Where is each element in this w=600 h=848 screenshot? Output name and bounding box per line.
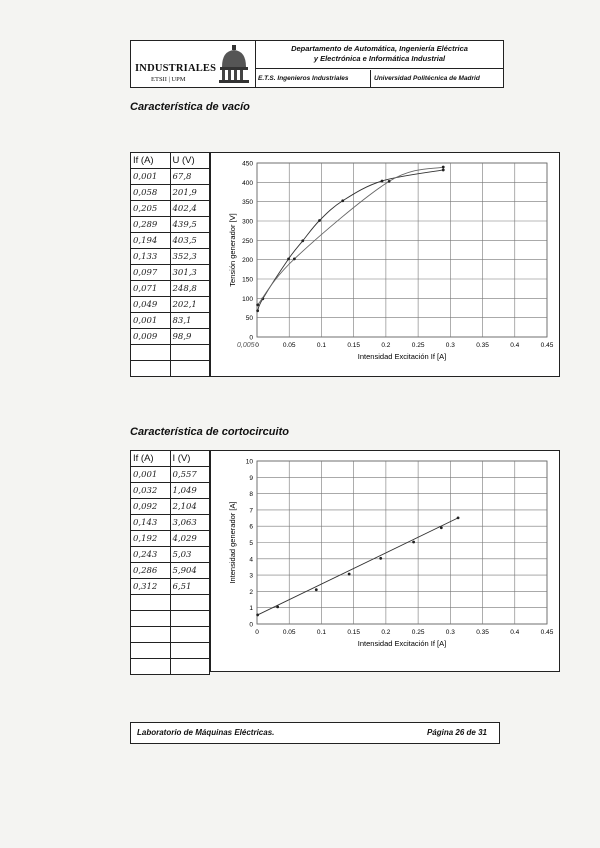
cell-value: 248,8 xyxy=(170,281,210,297)
cell-value: 2,104 xyxy=(170,499,210,515)
table-row xyxy=(131,659,210,675)
data-point xyxy=(379,557,382,560)
x-axis-label: Intensidad Excitación If [A] xyxy=(357,352,447,361)
footer-course: Laboratorio de Máquinas Eléctricas. xyxy=(137,728,275,737)
dome-icon xyxy=(217,45,251,83)
cell-value xyxy=(170,611,210,627)
table-row xyxy=(131,627,210,643)
column-header-if: If (A) xyxy=(131,451,171,467)
table-header-row xyxy=(131,153,210,169)
cell-value xyxy=(170,659,210,675)
cell-value: 4,029 xyxy=(170,531,210,547)
table-row xyxy=(131,201,210,217)
data-point xyxy=(276,606,279,609)
table-row xyxy=(131,611,210,627)
y-tick-label: 400 xyxy=(242,179,253,187)
section-title-corto: Característica de cortocircuito xyxy=(130,426,289,438)
x-tick-label: 0.15 xyxy=(347,342,360,349)
cell-if: 0,192 xyxy=(131,531,171,547)
table-row xyxy=(131,345,210,361)
document-header xyxy=(130,40,504,88)
data-point xyxy=(256,309,259,312)
cell-if: 0,071 xyxy=(131,281,171,297)
cell-if: 0,058 xyxy=(131,185,171,201)
cell-if xyxy=(131,611,171,627)
cell-if xyxy=(131,361,171,377)
table-row xyxy=(131,531,210,547)
data-point xyxy=(442,166,445,169)
column-header-u: U (V) xyxy=(170,153,210,169)
x-tick-label: 0 xyxy=(255,629,259,636)
cell-if: 0,194 xyxy=(131,233,171,249)
y-tick-label: 100 xyxy=(242,295,253,303)
x-axis-label: Intensidad Excitación If [A] xyxy=(357,639,447,648)
cell-value: 402,4 xyxy=(170,201,210,217)
table-header-row xyxy=(131,451,210,467)
table-row xyxy=(131,515,210,531)
y-tick-label: 50 xyxy=(245,315,253,323)
x-tick-label: 0.3 xyxy=(445,342,455,349)
cell-if xyxy=(131,643,171,659)
corto-chart xyxy=(210,450,560,672)
department-name xyxy=(256,41,503,69)
cell-if: 0,092 xyxy=(131,499,171,515)
data-point xyxy=(256,614,259,617)
table-row xyxy=(131,467,210,483)
cell-value: 352,3 xyxy=(170,249,210,265)
y-tick-label: 4 xyxy=(249,556,253,564)
cell-if xyxy=(131,345,171,361)
x-tick-label: 0.45 xyxy=(540,342,554,349)
cell-value: 5,03 xyxy=(170,547,210,563)
cell-if: 0,143 xyxy=(131,515,171,531)
cell-if: 0,001 xyxy=(131,169,171,185)
handwritten-x0-note: 0,005 xyxy=(237,342,255,349)
cell-if: 0,133 xyxy=(131,249,171,265)
cell-value: 1,049 xyxy=(170,483,210,499)
cell-if: 0,097 xyxy=(131,265,171,281)
data-point xyxy=(293,258,296,261)
data-point xyxy=(381,180,384,183)
cell-if: 0,032 xyxy=(131,483,171,499)
y-tick-label: 300 xyxy=(242,218,253,226)
cell-if: 0,049 xyxy=(131,297,171,313)
table-row xyxy=(131,361,210,377)
x-tick-label: 0.45 xyxy=(540,629,554,636)
logo-subtext: ETSII | UPM xyxy=(151,76,186,83)
data-point xyxy=(341,199,344,202)
cell-if xyxy=(131,595,171,611)
y-tick-label: 350 xyxy=(242,199,253,207)
table-row xyxy=(131,169,210,185)
column-header-if: If (A) xyxy=(131,153,171,169)
y-tick-label: 0 xyxy=(249,334,253,342)
y-axis-label: Intensidad generador [A] xyxy=(228,501,237,584)
data-point xyxy=(388,180,391,183)
plot-area xyxy=(257,163,547,337)
cell-if xyxy=(131,627,171,643)
cell-value: 403,5 xyxy=(170,233,210,249)
y-tick-label: 450 xyxy=(242,160,253,168)
section-title-vacio: Característica de vacío xyxy=(130,101,250,113)
cell-value: 5,904 xyxy=(170,563,210,579)
corto-data-table xyxy=(130,450,210,675)
table-row xyxy=(131,563,210,579)
cell-value: 83,1 xyxy=(170,313,210,329)
vacio-data-table xyxy=(130,152,210,377)
cell-value: 201,9 xyxy=(170,185,210,201)
cell-value: 202,1 xyxy=(170,297,210,313)
table-row xyxy=(131,233,210,249)
cell-value xyxy=(170,595,210,611)
x-tick-label: 0.2 xyxy=(381,342,391,349)
x-tick-label: 0.05 xyxy=(282,629,296,636)
x-tick-label: 0.35 xyxy=(476,342,489,349)
document-footer xyxy=(130,722,500,744)
x-tick-label: 0.2 xyxy=(381,629,391,636)
table-row xyxy=(131,217,210,233)
footer-page-number: Página 26 de 31 xyxy=(426,728,487,737)
cell-if: 0,001 xyxy=(131,313,171,329)
cell-value: 301,3 xyxy=(170,265,210,281)
cell-if: 0,205 xyxy=(131,201,171,217)
table-row xyxy=(131,297,210,313)
cell-if: 0,009 xyxy=(131,329,171,345)
data-point xyxy=(318,219,321,222)
cell-value: 67,8 xyxy=(170,169,210,185)
corto-chart-svg xyxy=(211,451,559,671)
y-axis-label: Tensión generador [V] xyxy=(228,213,237,287)
y-tick-label: 200 xyxy=(242,257,253,265)
x-tick-label: 0 xyxy=(255,342,259,349)
table-row xyxy=(131,185,210,201)
table-row xyxy=(131,249,210,265)
cell-if xyxy=(131,659,171,675)
data-point xyxy=(287,257,290,260)
cell-if: 0,312 xyxy=(131,579,171,595)
data-point xyxy=(457,516,460,519)
cell-value xyxy=(170,627,210,643)
y-tick-label: 6 xyxy=(249,523,253,531)
y-tick-label: 8 xyxy=(249,491,253,499)
table-row xyxy=(131,499,210,515)
table-row xyxy=(131,595,210,611)
department-line-1: Departamento de Automática, Ingeniería Eléctrica xyxy=(291,44,468,53)
table-row xyxy=(131,547,210,563)
cell-value: 3,063 xyxy=(170,515,210,531)
y-tick-label: 1 xyxy=(249,605,253,613)
cell-if: 0,289 xyxy=(131,217,171,233)
vacio-chart-svg xyxy=(211,153,559,376)
column-header-i: I (V) xyxy=(170,451,210,467)
y-tick-label: 250 xyxy=(242,237,253,245)
department-line-2: y Electrónica e Informática Industrial xyxy=(313,54,446,63)
data-point xyxy=(348,573,351,576)
logo-text: INDUSTRIALES xyxy=(135,63,217,74)
x-tick-label: 0.25 xyxy=(411,629,425,636)
data-point xyxy=(442,169,445,172)
x-tick-label: 0.4 xyxy=(510,342,520,349)
cell-value xyxy=(170,345,210,361)
y-tick-label: 10 xyxy=(245,458,253,466)
y-tick-label: 7 xyxy=(249,507,253,515)
x-tick-label: 0.35 xyxy=(476,629,489,636)
y-tick-label: 150 xyxy=(242,276,253,284)
table-row xyxy=(131,329,210,345)
y-tick-label: 3 xyxy=(249,572,253,580)
y-tick-label: 9 xyxy=(249,474,253,482)
data-point xyxy=(412,541,415,544)
table-row xyxy=(131,281,210,297)
y-tick-label: 5 xyxy=(249,540,253,547)
cell-if: 0,001 xyxy=(131,467,171,483)
school-logo xyxy=(131,41,256,87)
cell-if: 0,243 xyxy=(131,547,171,563)
x-tick-label: 0.15 xyxy=(347,629,360,636)
data-point xyxy=(315,588,318,591)
cell-value: 0,557 xyxy=(170,467,210,483)
table-row xyxy=(131,579,210,595)
x-tick-label: 0.1 xyxy=(316,342,326,349)
data-point xyxy=(301,239,304,242)
cell-value: 98,9 xyxy=(170,329,210,345)
table-row xyxy=(131,265,210,281)
cell-value: 439,5 xyxy=(170,217,210,233)
cell-value: 6,51 xyxy=(170,579,210,595)
data-point xyxy=(440,526,443,529)
cell-if: 0,286 xyxy=(131,563,171,579)
x-tick-label: 0.4 xyxy=(510,629,520,636)
table-row xyxy=(131,643,210,659)
vacio-chart xyxy=(210,152,560,377)
table-row xyxy=(131,483,210,499)
school-name: E.T.S. Ingenieros Industriales xyxy=(256,70,371,87)
table-row xyxy=(131,313,210,329)
cell-value xyxy=(170,361,210,377)
y-tick-label: 0 xyxy=(249,621,253,629)
cell-value xyxy=(170,643,210,659)
x-tick-label: 0.05 xyxy=(282,342,296,349)
data-point xyxy=(256,303,259,306)
x-tick-label: 0.3 xyxy=(445,629,455,636)
x-tick-label: 0.25 xyxy=(411,342,425,349)
y-tick-label: 2 xyxy=(249,588,253,596)
x-tick-label: 0.1 xyxy=(316,629,326,636)
university-name: Universidad Politécnica de Madrid xyxy=(374,75,480,82)
